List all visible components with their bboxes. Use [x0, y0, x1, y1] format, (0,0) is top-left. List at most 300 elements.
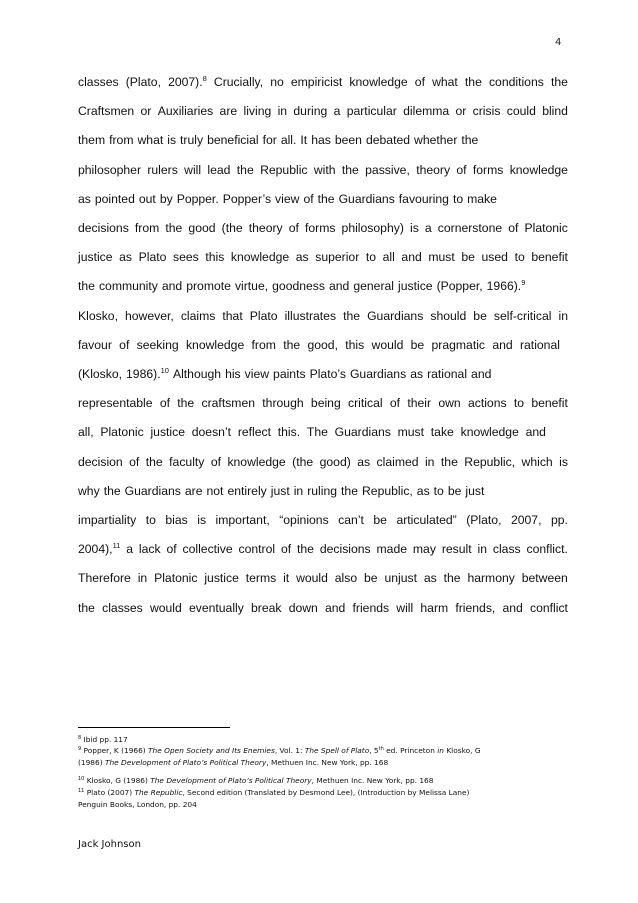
word: rational: [519, 337, 560, 352]
word: critical: [348, 396, 383, 411]
word: may: [412, 542, 436, 557]
word: and: [161, 279, 183, 294]
footnote-line: [78, 757, 388, 769]
body-line: [78, 481, 508, 501]
word: as: [78, 191, 91, 206]
word: is: [559, 454, 568, 469]
word: made: [376, 542, 408, 557]
footnote-marker: 9: [78, 746, 82, 752]
word: however,: [125, 308, 174, 323]
word: pointed: [94, 191, 135, 206]
word: would: [371, 337, 404, 352]
word: must: [397, 425, 425, 440]
word: reflect: [237, 425, 272, 440]
word: has: [311, 133, 331, 148]
word: between: [521, 571, 568, 586]
word: all.: [280, 133, 297, 148]
word: 2007).$^8$: [168, 74, 207, 89]
footnote-marker: 8: [78, 735, 82, 741]
word: would: [296, 571, 328, 586]
word: articulated”: [396, 513, 457, 527]
word: Auxiliaries: [157, 104, 214, 119]
word: the: [177, 396, 195, 411]
footnote-reference: 10: [160, 366, 169, 375]
word: decisions: [319, 542, 371, 557]
footnote-text: Popper, K (1966): [81, 746, 149, 755]
word: 2004),$^{11}$: [78, 541, 121, 557]
word: in: [424, 454, 435, 469]
word: what: [432, 75, 458, 89]
word: of: [280, 542, 292, 557]
word: good,: [307, 337, 338, 352]
word: and: [492, 337, 513, 352]
word: theory: [416, 162, 451, 177]
word: claimed: [376, 454, 419, 469]
word: in: [477, 542, 487, 557]
word: Guardians: [334, 425, 391, 440]
word: debated: [365, 133, 411, 148]
word: just: [465, 483, 485, 498]
word: as: [295, 250, 309, 265]
word: Guardians: [338, 191, 395, 206]
word: will: [396, 600, 414, 615]
word: Therefore: [78, 571, 131, 586]
word: the: [440, 454, 458, 469]
word: cornerstone: [437, 221, 503, 235]
word: be: [447, 483, 462, 498]
word: can’t: [338, 513, 364, 527]
word: the: [317, 191, 335, 206]
word: eventually: [188, 600, 244, 615]
word: good: [188, 221, 216, 235]
word: the: [461, 133, 479, 148]
word: used: [481, 250, 508, 265]
word: impartiality: [78, 513, 137, 527]
word: in: [558, 308, 568, 323]
body-line: [78, 598, 568, 618]
word: friends: [352, 600, 390, 615]
word: “opinions: [279, 513, 329, 527]
word: decisions: [78, 221, 129, 235]
word: and: [325, 600, 346, 615]
footnote-text: Ibid pp. 117: [81, 735, 128, 744]
word: Republic,: [464, 454, 516, 469]
body-line: [78, 189, 498, 209]
footnote-separator: [78, 727, 230, 728]
word: goodness: [272, 279, 325, 294]
word: The: [306, 425, 328, 440]
word: justice: [150, 425, 185, 440]
word: knowledge: [460, 425, 519, 440]
word: the: [550, 75, 568, 89]
word: must: [428, 250, 455, 265]
word: the: [297, 542, 314, 557]
word: all,: [78, 425, 94, 440]
word: the: [343, 308, 361, 323]
body-line: [78, 306, 568, 326]
word: a: [424, 221, 432, 235]
word: community: [98, 279, 158, 294]
word: will: [184, 162, 202, 177]
word: the: [165, 221, 183, 235]
word: during: [293, 104, 328, 119]
word: all: [382, 250, 395, 265]
word: view: [275, 191, 300, 206]
word: control: [238, 542, 276, 557]
word: of: [414, 75, 425, 89]
word: them: [78, 133, 106, 148]
word: the: [78, 279, 95, 294]
word: break: [251, 600, 282, 615]
word: not: [206, 483, 224, 498]
word: harm: [420, 600, 449, 615]
word: as: [416, 483, 430, 498]
word: conflict: [530, 600, 568, 615]
word: (Klosko,: [78, 367, 123, 381]
body-line: [78, 568, 568, 588]
body-line: [78, 364, 498, 384]
word: representable: [78, 396, 153, 411]
word: knowledge: [509, 162, 568, 177]
word: good): [319, 454, 351, 469]
word: faculty: [169, 454, 205, 469]
word: Craftsmen: [78, 104, 135, 119]
word: (Plato,: [125, 75, 161, 89]
word: his: [225, 367, 241, 381]
footnote-line: [78, 787, 469, 799]
word: and: [401, 250, 422, 265]
word: in: [277, 104, 288, 119]
word: that: [222, 308, 243, 323]
word: forms: [304, 221, 336, 235]
word: justice: [398, 279, 433, 294]
word: from: [134, 221, 160, 235]
body-line: [78, 101, 568, 121]
word: to: [513, 396, 525, 411]
word: with: [313, 162, 336, 177]
word: theory: [248, 221, 283, 235]
word: could: [506, 104, 536, 119]
footnote-marker: th: [378, 746, 384, 752]
word: knowledge: [185, 337, 245, 352]
word: superior: [315, 250, 360, 265]
body-line: [78, 393, 568, 413]
word: living: [243, 104, 272, 119]
body-line: [78, 510, 568, 530]
word: crisis: [472, 104, 501, 119]
word: promote: [186, 279, 231, 294]
word: to: [514, 250, 525, 265]
body-line: [78, 335, 560, 355]
word: the: [236, 162, 254, 177]
word: empiricist: [290, 75, 343, 89]
word: a: [333, 104, 341, 119]
word: Republic: [260, 162, 308, 177]
word: the: [443, 571, 461, 586]
word: which: [521, 454, 553, 469]
word: should: [430, 308, 467, 323]
word: pragmatic: [431, 337, 486, 352]
footnote-text: Plato (2007): [84, 788, 135, 797]
word: the: [145, 454, 163, 469]
word: entirely: [227, 483, 267, 498]
word: Republic,: [361, 483, 413, 498]
word: is: [197, 513, 207, 527]
word: classes: [78, 75, 119, 89]
word: also: [334, 571, 358, 586]
word: claims: [180, 308, 216, 323]
footnote-reference: 9: [521, 278, 526, 288]
word: Klosko,: [78, 308, 118, 323]
word: lead: [207, 162, 231, 177]
word: benefit: [531, 250, 568, 265]
word: and: [525, 425, 546, 440]
word: of: [288, 221, 299, 235]
author-name: Jack Johnson: [78, 839, 141, 850]
page-number: 4: [555, 37, 562, 48]
word: conditions: [488, 75, 544, 89]
word: through: [262, 396, 304, 411]
word: of: [159, 396, 170, 411]
body-line: [78, 452, 568, 472]
word: and: [471, 367, 492, 381]
body-line: [78, 276, 546, 296]
footnote-title: The Development of Plato’s Political Theory: [150, 776, 312, 785]
word: of: [166, 542, 177, 557]
word: justice: [204, 571, 239, 586]
word: philosopher: [78, 162, 142, 177]
word: favouring: [398, 191, 449, 206]
word: is: [167, 133, 177, 148]
word: Although: [172, 367, 222, 381]
word: and: [329, 279, 350, 294]
word: a: [126, 542, 134, 557]
word: philosophy): [341, 221, 404, 235]
body-line: [78, 422, 546, 442]
word: as: [423, 571, 437, 586]
word: the: [341, 162, 359, 177]
word: dilemma: [403, 104, 450, 119]
word: doesn’t: [191, 425, 232, 440]
footnote-text: Klosko, G (1986): [84, 776, 151, 785]
word: been: [334, 133, 362, 148]
word: to: [145, 513, 156, 527]
word: class: [492, 542, 521, 557]
word: or: [140, 104, 152, 119]
word: the: [283, 337, 301, 352]
footnote-title: The Development of Plato’s Political Theory: [104, 758, 267, 767]
word: own: [438, 396, 461, 411]
word: Plato’s: [309, 367, 346, 381]
word: Plato: [138, 250, 167, 265]
word: this: [205, 250, 225, 265]
word: just: [270, 483, 290, 498]
word: conflict.: [526, 542, 568, 557]
word: rational: [427, 367, 468, 381]
word: of: [303, 191, 314, 206]
word: be: [364, 571, 378, 586]
word: from: [251, 337, 276, 352]
word: terms: [245, 571, 277, 586]
word: seeking: [136, 337, 179, 352]
body-line: [78, 218, 568, 238]
word: passive,: [365, 162, 410, 177]
footnote-text: Klosko, G: [443, 746, 481, 755]
word: decision: [78, 454, 123, 469]
word: as: [119, 250, 133, 265]
body-line: [78, 72, 568, 92]
word: self-critical: [493, 308, 552, 323]
footnote-text: , Methuen Inc. New York, pp. 168: [266, 758, 389, 767]
footnote-line: [78, 775, 433, 787]
word: to: [365, 250, 377, 265]
word: lack: [138, 542, 161, 557]
word: this.: [277, 425, 301, 440]
word: particular: [346, 104, 397, 119]
word: and: [502, 600, 523, 615]
word: be: [461, 250, 475, 265]
word: is: [409, 221, 419, 235]
word: would: [149, 600, 182, 615]
footnote-text: , Methuen Inc. New York, pp. 168: [311, 776, 434, 785]
word: Guardians: [124, 483, 181, 498]
word: why: [78, 483, 100, 498]
footnote-line: [78, 799, 197, 811]
word: of: [389, 396, 401, 411]
word: the: [78, 600, 95, 615]
word: general: [353, 279, 395, 294]
word: harmony: [467, 571, 515, 586]
word: Guardians: [349, 367, 407, 381]
word: be: [473, 308, 487, 323]
word: 2007,: [510, 513, 542, 527]
word: actions: [467, 396, 507, 411]
word: of: [210, 454, 221, 469]
word: important,: [215, 513, 270, 527]
word: friends,: [455, 600, 496, 615]
word: to: [452, 191, 464, 206]
word: out: [138, 191, 156, 206]
footnote-line: [78, 745, 481, 757]
word: unjust: [384, 571, 417, 586]
word: benefit: [531, 396, 568, 411]
footnote-title: The Republic: [134, 788, 183, 797]
word: bias: [165, 513, 188, 527]
word: paints: [273, 367, 306, 381]
word: are: [219, 104, 238, 119]
word: blind: [542, 104, 568, 119]
word: as: [357, 454, 371, 469]
word: result: [441, 542, 472, 557]
word: ruling: [307, 483, 338, 498]
word: or: [455, 104, 467, 119]
word: (the: [221, 221, 243, 235]
word: It: [300, 133, 308, 148]
word: Platonic: [100, 425, 144, 440]
word: justice: [78, 250, 113, 265]
word: forms: [472, 162, 504, 177]
word: pp.: [550, 513, 568, 527]
word: down: [288, 600, 318, 615]
word: this: [345, 337, 365, 352]
word: knowledge: [349, 75, 408, 89]
footnote-marker: 11: [78, 788, 85, 794]
word: the: [103, 483, 121, 498]
word: in: [137, 571, 148, 586]
word: of: [129, 454, 140, 469]
word: illustrates: [284, 308, 337, 323]
footnote-text: , 5: [369, 746, 379, 755]
word: Guardians: [367, 308, 424, 323]
word: in: [293, 483, 304, 498]
word: knowledge: [227, 454, 286, 469]
word: (the: [292, 454, 314, 469]
footnote-text: (1986): [78, 758, 105, 767]
word: it: [283, 571, 290, 586]
footnote-title: in: [437, 746, 444, 755]
word: craftsmen: [201, 396, 256, 411]
word: to: [433, 483, 444, 498]
footnote-marker: 10: [78, 776, 85, 782]
footnote-reference: 8: [202, 74, 207, 83]
word: by: [159, 191, 173, 206]
word: Popper’s: [222, 191, 272, 206]
word: collective: [182, 542, 233, 557]
word: Platonic: [154, 571, 198, 586]
word: are: [184, 483, 203, 498]
word: be: [373, 513, 387, 527]
word: what: [137, 133, 164, 148]
word: whether: [414, 133, 458, 148]
word: view: [244, 367, 270, 381]
word: of: [456, 162, 467, 177]
word: of: [508, 221, 519, 235]
footnote-text: Penguin Books, London, pp. 204: [78, 800, 197, 809]
word: sees: [172, 250, 199, 265]
word: knowledge: [230, 250, 290, 265]
word: (Popper,: [436, 279, 483, 294]
word: Popper.: [176, 191, 219, 206]
word: Platonic: [524, 221, 568, 235]
footnote-text: , Second edition (Translated by Desmond Lee), (Introduction by Melissa Lane): [182, 788, 470, 797]
word: no: [270, 75, 284, 89]
body-line: [78, 130, 488, 150]
word: classes: [102, 600, 143, 615]
footnote-title: The Spell of Plato: [304, 746, 370, 755]
body-line: [78, 247, 568, 267]
footnote-reference: 11: [112, 541, 121, 551]
body-line: [78, 539, 568, 559]
word: favour: [78, 337, 112, 352]
body-line: [78, 160, 568, 180]
footnote-title: The Open Society and Its Enemies: [148, 746, 275, 755]
word: be: [410, 337, 425, 352]
word: as: [410, 367, 424, 381]
word: for: [262, 133, 277, 148]
footnote-text: ed. Princeton: [383, 746, 438, 755]
word: their: [407, 396, 432, 411]
word: virtue,: [234, 279, 269, 294]
word: being: [310, 396, 341, 411]
word: the: [464, 75, 482, 89]
word: 1986).$^{10}$: [126, 366, 169, 381]
word: beneficial: [207, 133, 259, 148]
word: Plato: [249, 308, 278, 323]
word: the: [341, 483, 358, 498]
word: Crucially,: [213, 75, 264, 89]
word: make: [467, 191, 497, 206]
footnote-text: , Vol. 1:: [274, 746, 305, 755]
